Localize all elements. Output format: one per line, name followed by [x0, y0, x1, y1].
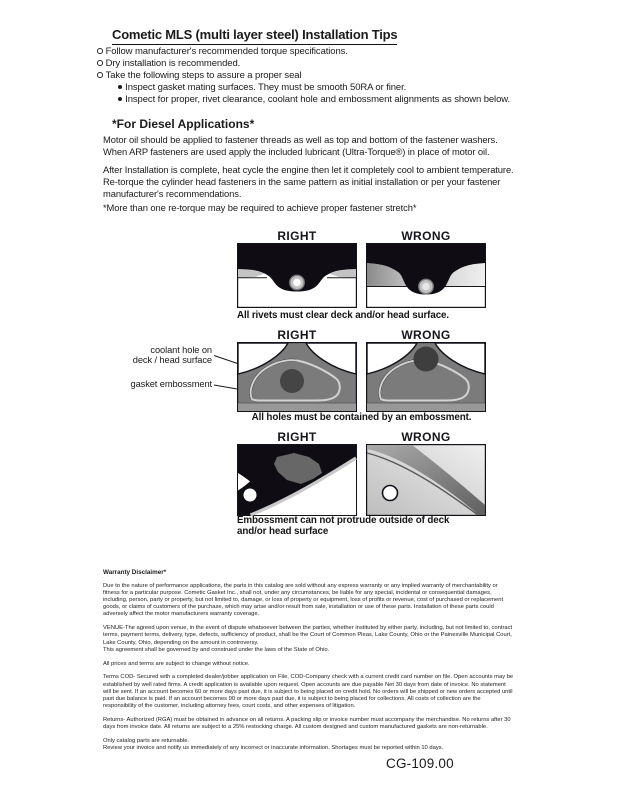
tip-text: Dry installation is recommended. [105, 57, 241, 69]
warranty-paragraph [103, 625, 514, 654]
right-label: RIGHT [277, 430, 317, 444]
right-label: RIGHT [277, 328, 317, 342]
warranty-text: Review your invoice and notify us immediately of any incorrect or inaccurate information. Shortages must be reported within 10 days. [103, 745, 444, 752]
diagram-coolant-right [237, 342, 357, 412]
wrong-label: WRONG [401, 430, 451, 444]
diagram-edge-right [237, 444, 357, 516]
coolant-hole [280, 369, 304, 393]
filled-bullet-icon [118, 85, 122, 89]
warranty-paragraph: All prices and terms are subject to change without notice. [103, 660, 250, 667]
warranty-paragraph [103, 738, 514, 752]
list-item [97, 57, 510, 69]
tip-text: Inspect for proper, rivet clearance, coolant hole and embossment alignments as shown below. [125, 93, 511, 105]
warranty-paragraph: Returns- Authorized (RGA) must be obtained in advance on all returns. A packing slip or invoice number must accompany the merchandise. No returns after 30 days from invoice date. All returns are subject to a 25% restocking charge. All custom designed and custom manufactured gaskets are non-returnable. [103, 716, 511, 731]
bolt-hole [383, 486, 398, 501]
diagram-rivet-right [237, 243, 357, 308]
diesel-paragraph-1: Motor oil should be applied to fastener threads as well as top and bottom of the fastener washers. When ARP fasteners are used apply the included lubricant (Ultra-Torque®) in place of motor oil. [103, 134, 498, 157]
open-bullet-icon [97, 48, 103, 54]
warranty-paragraph: Due to the nature of performance applications, the parts in this catalog are sold without any express warranty or any implied warranty of merchantability or fitness for a particular purpose. Cometic Gasket Inc., shall not, under any circumstances, be liable for any special, incidental or consequential damages, including, person, party or property, but not limited to, damage, or loss of property or equipment, loss of profits or revenue, cost of purchased or replacement goods, or claims of customers of the purchase, which may arise and/or result from sale, installation or use of these parts. Installation of these parts could adversely affect the motor manufacturers warranty coverage. [103, 582, 504, 618]
page-title: Cometic MLS (multi layer steel) Installation Tips [112, 27, 397, 45]
installation-tips-list [97, 45, 510, 105]
holes-caption: All holes must be contained by an embossment. [251, 412, 472, 423]
warranty-paragraph: Terms COD- Secured with a completed dealer/jobber application on File, COD-Company check with a current credit card number on file. Open accounts may be established by well rated firms. A credit application is available upon request. Open accounts are due payable Net 30 days from date of invoice. No statement will be sent. If an account becomes 60 or more days past due, it is subject to being placed on credit hold. No orders will be shipped or new orders accepted until past due balance is paid. If an account becomes 90 or more days past due, it is subject to being placed for collections. All costs of collection are the responsibility of the customer, including attorney fees, court costs, and other expenses of litigation. [103, 674, 514, 710]
wrong-label: WRONG [401, 328, 451, 342]
caption-line: Embossment can not protrude outside of deck [237, 515, 450, 526]
annotation-line: deck / head surface [132, 355, 212, 366]
coolant-hole-annotation [118, 345, 212, 366]
list-item [97, 45, 510, 57]
coolant-hole [414, 347, 439, 372]
warranty-disclaimer [103, 569, 514, 759]
warranty-heading: Warranty Disclaimer* [103, 569, 167, 576]
deck-strip [238, 403, 356, 411]
tip-text: Inspect gasket mating surfaces. They must be smooth 50RA or finer. [125, 81, 407, 93]
filled-bullet-icon [118, 97, 122, 101]
open-bullet-icon [97, 72, 103, 78]
warranty-text: VENUE-The agreed upon venue, in the event of dispute whatsoever between the parties, whether instituted by either party, including, but not limited to, contract terms, payment terms, delivery, type, defects, sufficiency of product, shall be the Court of Common Pleas, Lake County, Ohio or the Painesville Municipal Court, Lake County, Ohio, depending on the amount in controversy. [103, 625, 513, 646]
tip-text: Take the following steps to assure a proper seal [105, 69, 302, 81]
tip-text: Follow manufacturer's recommended torque specifications. [105, 45, 348, 57]
diagram-coolant-wrong [366, 342, 486, 412]
diesel-section-heading: *For Diesel Applications* [112, 117, 255, 131]
right-label: RIGHT [277, 229, 317, 243]
wrong-label: WRONG [401, 229, 451, 243]
deck-strip [367, 403, 485, 411]
list-item [97, 69, 510, 81]
list-item [118, 93, 510, 105]
diesel-paragraph-2: After Installation is complete, heat cycle the engine then let it completely cool to ambient temperature. Re-torque the cylinder head fasteners in the same pattern as initial installation or per your fastener manufacturer's recommendations. [103, 164, 514, 199]
annotation-line: coolant hole on [150, 345, 212, 355]
diagram-edge-wrong [366, 444, 486, 516]
embossment-caption [237, 516, 467, 537]
rivet-center [422, 283, 430, 291]
warranty-text: Only catalog parts are returnable. [103, 737, 190, 744]
rivet-caption: All rivets must clear deck and/or head surface. [237, 310, 450, 321]
page-code: CG-109.00 [386, 756, 454, 771]
gasket-embossment-annotation: gasket embossment [130, 379, 212, 389]
bolt-hole [244, 489, 257, 502]
caption-line: and/or head surface [237, 525, 329, 537]
diagram-rivet-wrong [366, 243, 486, 308]
retorque-note: *More than one re-torque may be required to achieve proper fastener stretch* [103, 202, 417, 213]
list-item [118, 81, 510, 93]
rivet-center [293, 279, 301, 287]
open-bullet-icon [97, 60, 103, 66]
warranty-text: This agreement shall be governed by and construed under the laws of the State of Ohio. [103, 646, 330, 653]
